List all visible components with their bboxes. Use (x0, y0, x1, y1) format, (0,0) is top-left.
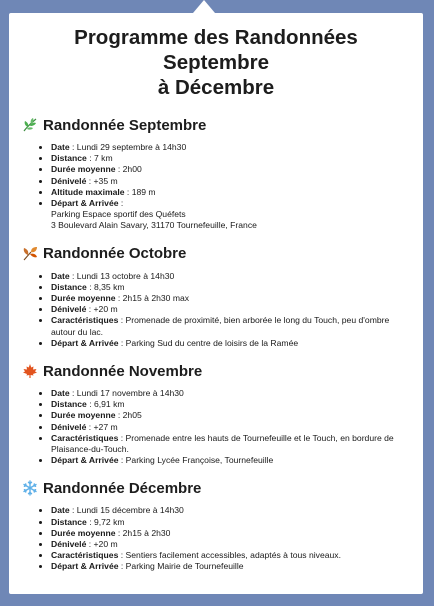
section-title: Randonnée Novembre (43, 362, 203, 380)
list-item: • Caractéristiques : Promenade entre les hauts de Tournefeuille et le Touch, en bordure de Plaisance-du-Touch. (51, 433, 411, 455)
detail-list (21, 271, 411, 349)
list-item: • Départ & Arrivée : Parking Sud du centre de loisirs de la Ramée (51, 338, 411, 349)
list-item: • Date : Lundi 13 octobre à 14h30 (51, 271, 411, 282)
detail-list (21, 505, 411, 572)
list-item: • Date : Lundi 29 septembre à 14h30 (51, 142, 411, 153)
tooltip-pointer (193, 0, 215, 13)
list-item: • Date : Lundi 15 décembre à 14h30 (51, 505, 411, 516)
snowflake-icon (22, 480, 38, 496)
list-item: • Distance : 9,72 km (51, 517, 411, 528)
list-item: • Caractéristiques : Promenade de proximité, bien arborée le long du Touch, peu d'ombre autour du lac. (51, 315, 411, 337)
list-item: • Durée moyenne : 2h15 à 2h30 (51, 528, 411, 539)
detail-list (21, 142, 411, 232)
address-line: Parking Espace sportif des Quéfets (51, 209, 186, 220)
list-item: • Distance : 8,35 km (51, 282, 411, 293)
detail-list (21, 388, 411, 466)
section-heading (22, 362, 411, 380)
list-item: • Dénivelé : +35 m (51, 176, 411, 187)
list-item: • Distance : 6,91 km (51, 399, 411, 410)
section-title: Randonnée Septembre (43, 116, 207, 134)
page-title (21, 25, 411, 100)
section-september (21, 116, 411, 232)
list-item: • Caractéristiques : Sentiers facilement accessibles, adaptés à tous niveaux. (51, 550, 411, 561)
section-november (21, 362, 411, 466)
autumn-leaves-icon (22, 246, 38, 262)
list-item: • Altitude maximale : 189 m (51, 187, 411, 198)
title-line-1: Programme des Randonnées Septembre (74, 26, 358, 74)
maple-leaf-icon (22, 363, 38, 379)
list-item: • Départ & Arrivée : Parking Mairie de Tournefeuille (51, 561, 411, 572)
list-item: • Dénivelé : +27 m (51, 422, 411, 433)
section-december (21, 479, 411, 572)
section-heading (22, 116, 411, 134)
section-october (21, 245, 411, 349)
list-item: • Durée moyenne : 2h05 (51, 410, 411, 421)
program-card (9, 13, 423, 594)
list-item: • Dénivelé : +20 m (51, 539, 411, 550)
list-item: • Distance : 7 km (51, 153, 411, 164)
list-item: • Dénivelé : +20 m (51, 304, 411, 315)
list-item: • Date : Lundi 17 novembre à 14h30 (51, 388, 411, 399)
title-line-2: à Décembre (157, 76, 275, 99)
list-item: • Départ & Arrivée : Parking Espace sportif des Quéfets 3 Boulevard Alain Savary, 31170 Tournefeuille, France (51, 198, 411, 232)
section-heading (22, 245, 411, 263)
list-item: • Départ & Arrivée : Parking Lycée Françoise, Tournefeuille (51, 455, 411, 466)
address-line: 3 Boulevard Alain Savary, 31170 Tournefeuille, France (51, 220, 257, 231)
section-title: Randonnée Décembre (43, 479, 202, 497)
section-heading (22, 479, 411, 497)
herb-leaf-icon (22, 117, 38, 133)
list-item: • Durée moyenne : 2h15 à 2h30 max (51, 293, 411, 304)
section-title: Randonnée Octobre (43, 245, 187, 263)
list-item: • Durée moyenne : 2h00 (51, 164, 411, 175)
